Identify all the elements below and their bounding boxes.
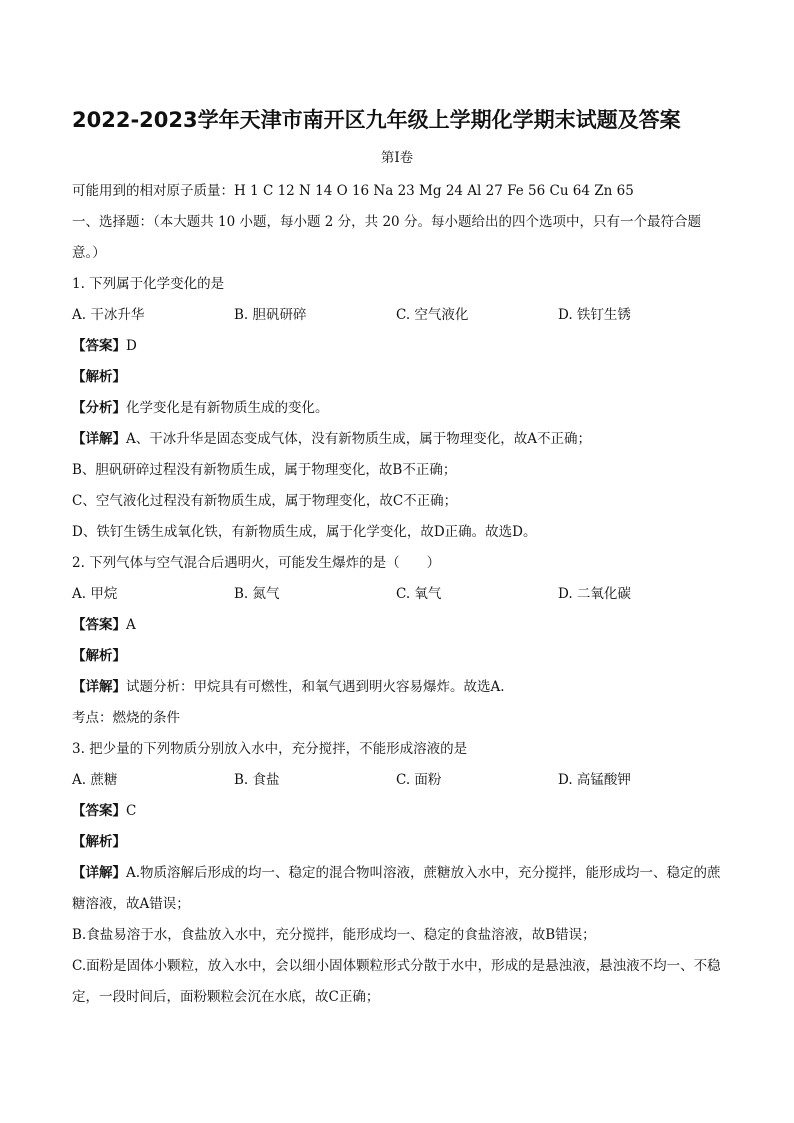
option-b: B. 胆矾研碎: [234, 307, 307, 323]
document-body: [72, 176, 726, 1013]
option-a: A. 干冰升华: [72, 307, 145, 323]
answer-value: C: [126, 803, 137, 819]
answer-value: D: [126, 338, 137, 354]
question-2-answer: [72, 610, 726, 641]
option-d: D. 二氧化碳: [558, 586, 631, 602]
question-2-stem: 2. 下列气体与空气混合后遇明火，可能发生爆炸的是（ ）: [72, 555, 441, 571]
question-1-analysis: [72, 393, 726, 424]
question-3-detail-a: [72, 858, 726, 920]
option-c: C. 氧气: [396, 586, 442, 602]
option-b: B. 氮气: [234, 586, 280, 602]
question-1-detail-a: [72, 424, 726, 455]
detail-label: 【详解】: [72, 679, 126, 695]
question-1-options: [72, 300, 726, 331]
question-1-detail-c: C、空气液化过程没有新物质生成，属于物理变化，故C不正确；: [72, 493, 458, 509]
question-3-answer: [72, 796, 726, 827]
detail-label: 【详解】: [72, 865, 126, 881]
analysis-text: 化学变化是有新物质生成的变化。: [126, 400, 329, 416]
question-3-stem: 3. 把少量的下列物质分别放入水中，充分搅拌，不能形成溶液的是: [72, 741, 468, 757]
question-1-explain-heading: [72, 362, 726, 393]
option-a: A. 甲烷: [72, 586, 118, 602]
volume-label: 第I卷: [380, 150, 414, 166]
explain-label: 【解析】: [72, 834, 126, 850]
answer-label: 【答案】: [72, 338, 126, 354]
detail-text: A、干冰升华是固态变成气体，没有新物质生成，属于物理变化，故A不正确；: [126, 431, 591, 447]
section-intro: 一、选择题：（本大题共 10 小题，每小题 2 分，共 20 分。每小题给出的四个选项中，只有一个最符合题意。）: [72, 214, 701, 261]
question-2-options: [72, 579, 726, 610]
question-2-explain-heading: [72, 641, 726, 672]
detail-text: A.物质溶解后形成的均一、稳定的混合物叫溶液，蔗糖放入水中，充分搅拌，能形成均一、稳定的蔗糖溶液，故A错误；: [72, 865, 721, 912]
analysis-label: 【分析】: [72, 400, 126, 416]
option-d: D. 铁钉生锈: [558, 307, 631, 323]
question-1-detail-d: D、铁钉生锈生成氧化铁，有新物质生成，属于化学变化，故D正确。故选D。: [72, 524, 537, 540]
option-d: D. 高锰酸钾: [558, 772, 631, 788]
answer-value: A: [126, 617, 136, 633]
question-1-answer: [72, 331, 726, 362]
detail-label: 【详解】: [72, 431, 126, 447]
option-a: A. 蔗糖: [72, 772, 118, 788]
question-2-note: 考点：燃烧的条件: [72, 710, 180, 726]
explain-label: 【解析】: [72, 648, 126, 664]
option-b: B. 食盐: [234, 772, 280, 788]
document-title: 2022-2023学年天津市南开区九年级上学期化学期末试题及答案: [72, 108, 681, 132]
question-2-detail: [72, 672, 726, 703]
option-c: C. 面粉: [396, 772, 442, 788]
answer-label: 【答案】: [72, 617, 126, 633]
explain-label: 【解析】: [72, 369, 126, 385]
answer-label: 【答案】: [72, 803, 126, 819]
question-3-options: [72, 765, 726, 796]
question-3-detail-b: B.食盐易溶于水，食盐放入水中，充分搅拌，能形成均一、稳定的食盐溶液，故B错误；: [72, 927, 596, 943]
question-3-explain-heading: [72, 827, 726, 858]
option-c: C. 空气液化: [396, 307, 469, 323]
question-3-detail-c: C.面粉是固体小颗粒，放入水中，会以细小固体颗粒形式分散于水中，形成的是悬浊液，悬浊液不均一、不稳定，一段时间后，面粉颗粒会沉在水底，故C正确；: [72, 958, 721, 1005]
detail-text: 试题分析：甲烷具有可燃性，和氧气遇到明火容易爆炸。故选A.: [126, 679, 505, 695]
atomic-mass-line: 可能用到的相对原子质量：H 1 C 12 N 14 O 16 Na 23 Mg 24 Al 27 Fe 56 Cu 64 Zn 65: [72, 183, 634, 199]
question-1-detail-b: B、胆矾研碎过程没有新物质生成，属于物理变化，故B不正确；: [72, 462, 457, 478]
question-1-stem: 1. 下列属于化学变化的是: [72, 276, 225, 292]
